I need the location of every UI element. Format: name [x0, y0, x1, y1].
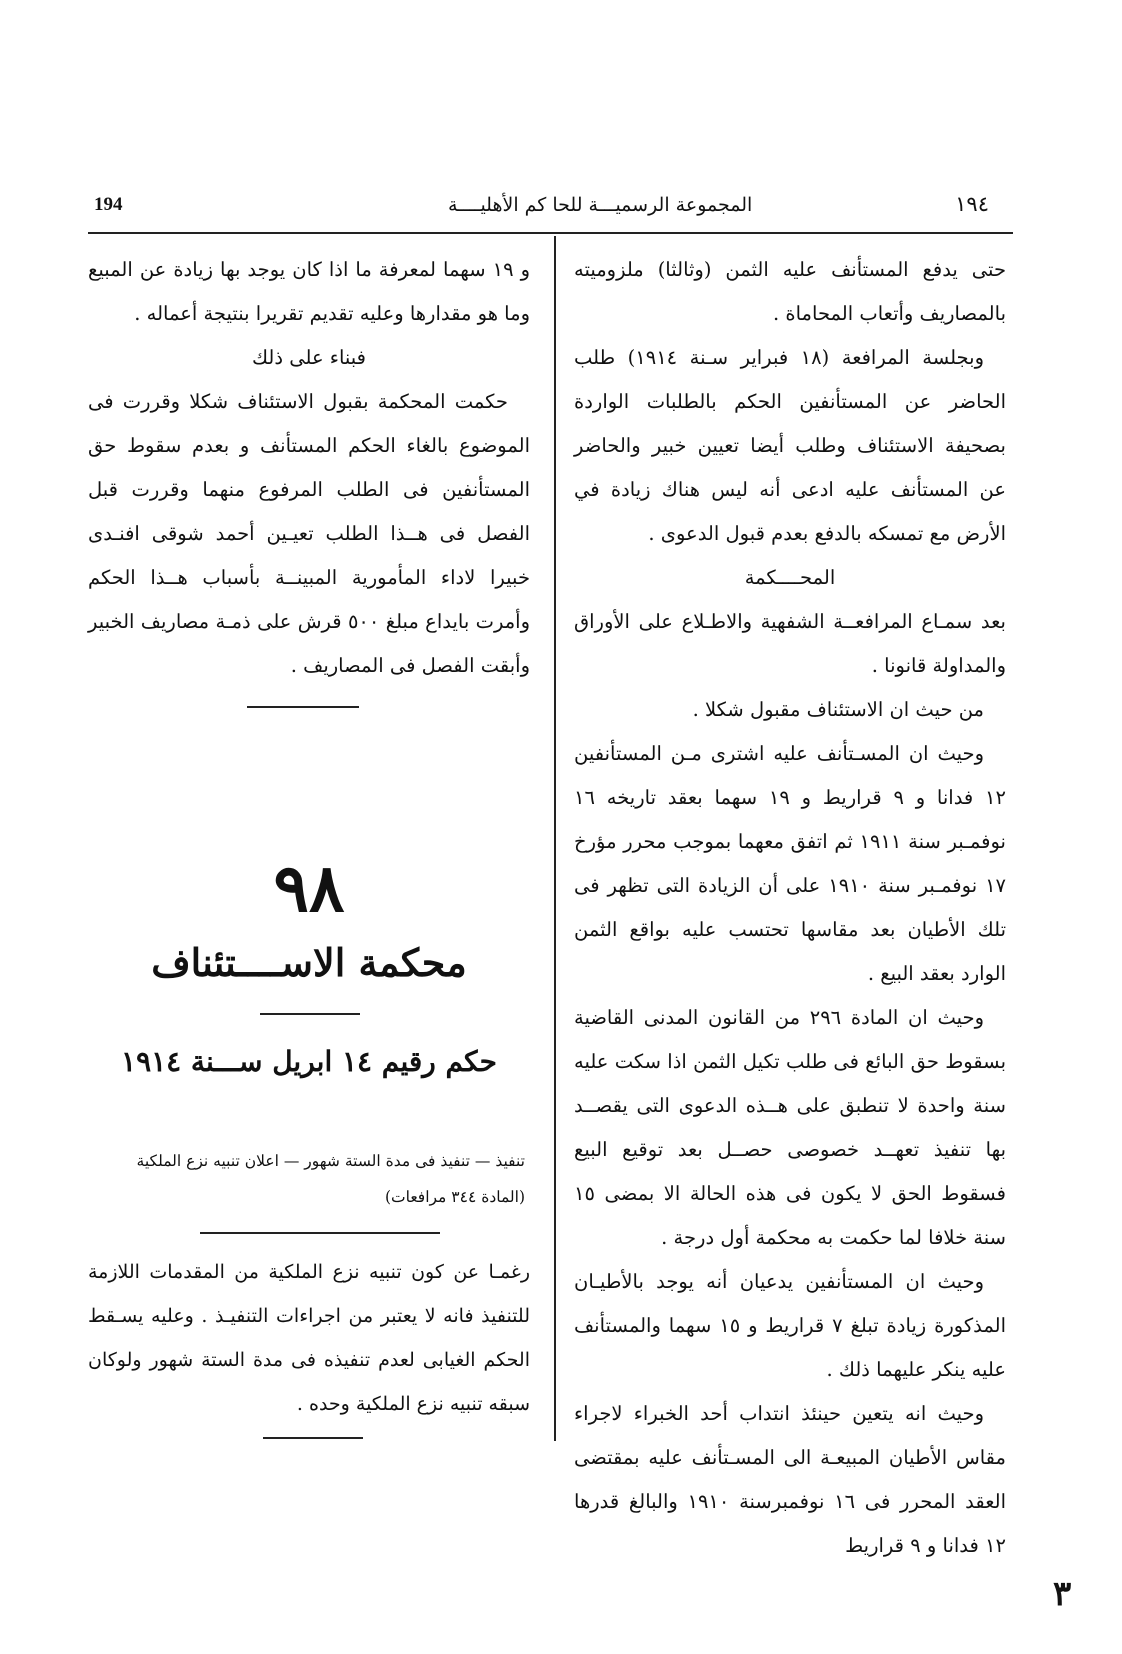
paragraph: وبجلسة المرافعة (١٨ فبراير سـنة ١٩١٤) طلب الحاضر عن المستأنفين الحكم بالطلبات الواردة بصحيفة الاستئناف وطلب أيضا تعيين خبير والحاضر عن المستأنف عليه ادعى أنه ليس هناك زيادة في الأرض مع تمسكه بالدفع بعدم قبول الدعوى .: [574, 346, 1006, 545]
keywords-line: تنفيذ — تنفيذ فى مدة الستة شهور — اعلان تنبيه نزع الملكية: [136, 1152, 525, 1170]
column-divider: [554, 236, 556, 1441]
judgment-title: حكم رقيم ١٤ ابريل ســـنة ١٩١٤: [121, 1045, 497, 1078]
paragraph: من حيث ان الاستئناف مقبول شكلا .: [692, 698, 984, 721]
paragraph: و ١٩ سهما لمعرفة ما اذا كان يوجد بها زيادة عن المبيع وما هو مقدارها وعليه تقديم تقريرا بنتيجة أعماله .: [88, 258, 530, 325]
section-rule: [247, 706, 359, 708]
left-column: [88, 248, 530, 688]
section-rule: [260, 1013, 360, 1015]
ruling-paragraph: حكمت المحكمة بقبول الاستئناف شكلا وقررت فى الموضوع بالغاء الحكم المستأنف و بعدم سقوط حق المستأنفين فى الطلب المرفوع منهما وقررت قبل الفصل فى هــذا الطلب تعيـين أحمد شوقى افنـدى خبيرا لاداء المأمورية المبينــة بأسباب هــذا الحكم وأمرت بايداع مبلغ ٥٠٠ قرش على ذمـة مصاريف الخبير وأبقت الفصل فى المصاريف .: [88, 390, 530, 677]
summary: [88, 1250, 530, 1426]
paragraph: وحيث ان المادة ٢٩٦ من القانون المدنى القاضية بسقوط حق البائع فى طلب تكيل الثمن اذا سكت عليه سنة واحدة لا تنطبق على هــذه الدعوى التى يقصــد بها تنفيذ تعهــد خصوصى حصــل بعد توقيع البيع فسقوط الحق لا يكون فى هذه الحالة الا بمضى ١٥ سنة خلافا لما حكمت به محكمة أول درجة .: [574, 1006, 1006, 1249]
court-heading: المحــــكمة: [744, 566, 836, 589]
paragraph: حتى يدفع المستأنف عليه الثمن (وثالثا) ملزوميته بالمصاريف وأتعاب المحاماة .: [574, 258, 1006, 325]
running-title: المجموعة الرسميـــة للحا كم الأهليــــة: [448, 194, 753, 216]
section-rule: [200, 1232, 440, 1234]
page-number-latin: 194: [94, 194, 123, 215]
paragraph: وحيث ان المسـتأنف عليه اشترى مـن المستأنفين ١٢ فدانا و ٩ قراريط و ١٩ سهما بعقد تاريخه ١٦ نوفمـبر سنة ١٩١١ ثم اتفق معهما بموجب محرر مؤرخ ١٧ نوفمـبر سنة ١٩١٠ على أن الزيادة التى تظهر فى تلك الأطيان بعد مقاسها تحتسب عليه بواقع الثمن الوارد بعقد البيع .: [574, 742, 1007, 985]
case-number: ٩٨: [273, 849, 345, 927]
paragraph: وحيث انه يتعين حينئذ انتداب أحد الخبراء لاجراء مقاس الأطيان المبيعـة الى المسـتأنف عليه بمقتضى العقد المحرر فى ١٦ نوفمبرسنة ١٩١٠ والبالغ قدرها ١٢ فدانا و ٩ قراريط: [574, 1402, 1006, 1557]
court-name: محكمة الاســــتئناف: [151, 940, 467, 985]
conclusion-heading: فبناء على ذلك: [251, 346, 366, 369]
page-number-arabic: ١٩٤: [955, 192, 989, 216]
keywords: [100, 1143, 525, 1215]
section-rule: [263, 1437, 363, 1439]
summary-paragraph: رغمـا عن كون تنبيه نزع الملكية من المقدمات اللازمة للتنفيذ فانه لا يعتبر من اجراءات التنفيـذ . وعليه يسـقط الحكم الغيابى لعدم تنفيذه فى مدة الستة شهور ولوكان سبقه تنبيه نزع الملكية وحده .: [88, 1261, 530, 1415]
right-column: [574, 248, 1006, 1568]
paragraph: بعد سمـاع المرافعــة الشفهية والاطـلاع على الأوراق والمداولة قانونا .: [574, 610, 1006, 677]
paragraph: وحيث ان المستأنفين يدعيان أنه يوجد بالأطيـان المذكورة زيادة تبلغ ٧ قراريط و ١٥ سهما والمستأنف عليه ينكر عليهما ذلك .: [574, 1270, 1006, 1381]
page-header: [88, 182, 1013, 234]
margin-mark: ٣: [1053, 1574, 1072, 1614]
keywords-article: (المادة ٣٤٤ مرافعات): [384, 1188, 525, 1206]
